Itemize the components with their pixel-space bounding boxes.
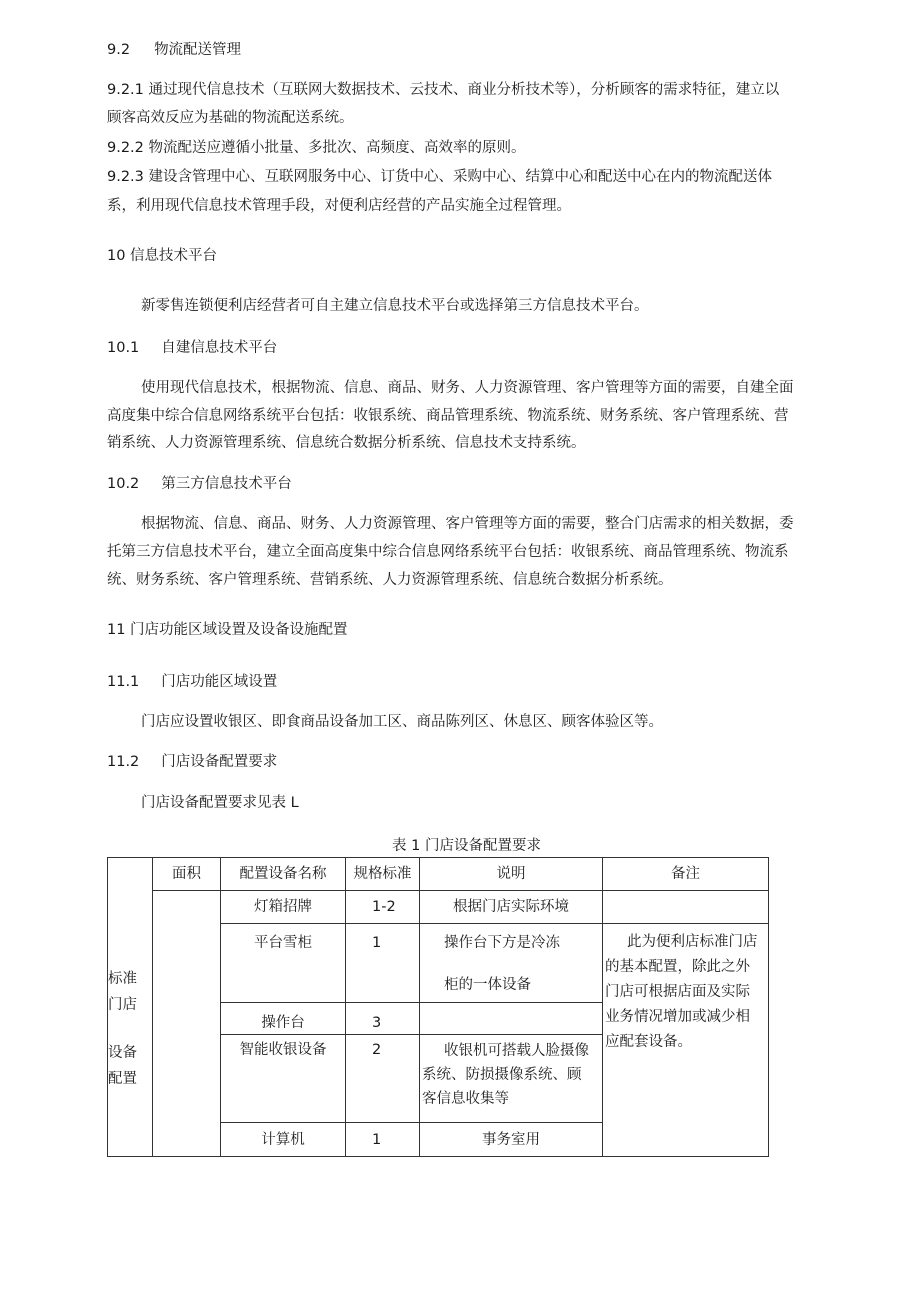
remark-line: 门店可根据店面及实际 [605, 984, 750, 1000]
device-cell: 计算机 [221, 1123, 346, 1157]
spec-cell: 3 [346, 1003, 420, 1035]
section-title: 第三方信息技术平台 [161, 476, 292, 492]
desc-cell: 事务室用 [420, 1123, 603, 1157]
header-area: 面积 [153, 858, 221, 891]
heading-10: 10 信息技术平台 [107, 248, 218, 264]
remark-line: 业务情况增加或减少相 [605, 1009, 750, 1025]
para-10-1-line1: 使用现代信息技术，根据物流、信息、商品、财务、人力资源管理、客户管理等方面的需要，自建全面 [141, 380, 794, 396]
section-number: 9.2 [107, 42, 131, 58]
para-10-1-line2: 高度集中综合信息网络系统平台包括：收银系统、商品管理系统、物流系统、财务系统、客户管理系统、营 [107, 408, 789, 424]
desc-cell [420, 1035, 603, 1123]
table-header-row [108, 858, 769, 891]
device-cell: 平台雪柜 [221, 924, 346, 1003]
row-label-4: 配置 [108, 1071, 137, 1087]
para-9-2-1-line1: 9.2.1 通过现代信息技术（互联网大数据技术、云技术、商业分析技术等），分析顾客的需求特征，建立以 [107, 82, 780, 98]
header-remark: 备注 [603, 858, 769, 891]
section-title: 自建信息技术平台 [161, 340, 278, 356]
spec-cell: 1 [346, 924, 420, 1003]
desc-line: 操作台下方是冷冻 [444, 935, 560, 951]
row-label-cell [108, 858, 153, 1157]
heading-11-1 [107, 672, 277, 692]
spec-cell: 2 [346, 1035, 420, 1123]
equipment-table [107, 857, 769, 1157]
desc-cell [420, 924, 603, 1003]
desc-line: 系统、防损摄像系统、顾 [422, 1067, 582, 1083]
remark-line: 的基本配置，除此之外 [605, 959, 750, 975]
remark-cell [603, 924, 769, 1157]
row-label-2: 门店 [108, 997, 137, 1013]
header-device: 配置设备名称 [221, 858, 346, 891]
para-11-2: 门店设备配置要求见表 L [141, 795, 299, 811]
section-title: 门店功能区域设置 [161, 674, 278, 690]
table-row [108, 891, 769, 924]
section-title: 门店设备配置要求 [161, 754, 278, 770]
section-number: 10.2 [107, 476, 140, 492]
para-10-2-line2: 托第三方信息技术平台，建立全面高度集中综合信息网络系统平台包括：收银系统、商品管理系统、物流系 [107, 544, 789, 560]
heading-9-2 [107, 40, 241, 60]
section-title: 物流配送管理 [154, 42, 242, 58]
spec-cell: 1 [346, 1123, 420, 1157]
row-label-1: 标准 [108, 971, 137, 987]
desc-line: 收银机可搭载人脸摄像 [444, 1043, 589, 1059]
remark-line: 应配套设备。 [605, 1034, 692, 1050]
row-label-3: 设备 [108, 1045, 137, 1061]
remark-line: 此为便利店标准门店 [627, 934, 758, 950]
table-caption: 表 1 门店设备配置要求 [392, 838, 541, 854]
desc-cell: 根据门店实际环境 [420, 891, 603, 924]
device-cell: 智能收银设备 [221, 1035, 346, 1123]
header-desc: 说明 [420, 858, 603, 891]
device-cell: 灯箱招牌 [221, 891, 346, 924]
section-number: 11.1 [107, 674, 140, 690]
para-10-2-line1: 根据物流、信息、商品、财务、人力资源管理、客户管理等方面的需要，整合门店需求的相关数据，委 [141, 516, 794, 532]
heading-11-2 [107, 752, 277, 772]
para-11-1: 门店应设置收银区、即食商品设备加工区、商品陈列区、休息区、顾客体验区等。 [141, 714, 663, 730]
desc-cell [420, 1003, 603, 1035]
desc-line: 客信息收集等 [422, 1091, 509, 1107]
para-9-2-2: 9.2.2 物流配送应遵循小批量、多批次、高频度、高效率的原则。 [107, 140, 526, 156]
para-9-2-1-line2: 顾客高效反应为基础的物流配送系统。 [107, 110, 354, 126]
para-10-2-line3: 统、财务系统、客户管理系统、营销系统、人力资源管理系统、信息统合数据分析系统。 [107, 572, 673, 588]
device-cell: 操作台 [221, 1003, 346, 1035]
para-10-1-line3: 销系统、人力资源管理系统、信息统合数据分析系统、信息技术支持系统。 [107, 435, 586, 451]
desc-line: 柜的一体设备 [444, 977, 531, 993]
spec-cell: 1-2 [346, 891, 420, 924]
heading-10-2 [107, 474, 292, 494]
area-cell [153, 891, 221, 1157]
para-10-intro: 新零售连锁便利店经营者可自主建立信息技术平台或选择第三方信息技术平台。 [141, 298, 649, 314]
heading-10-1 [107, 338, 277, 358]
section-number: 10.1 [107, 340, 140, 356]
remark-top-cell [603, 891, 769, 924]
header-spec: 规格标准 [346, 858, 420, 891]
para-9-2-3-line2: 系，利用现代信息技术管理手段，对便利店经营的产品实施全过程管理。 [107, 198, 571, 214]
heading-11: 11 门店功能区域设置及设备设施配置 [107, 622, 348, 638]
section-number: 11.2 [107, 754, 140, 770]
para-9-2-3-line1: 9.2.3 建设含管理中心、互联网服务中心、订货中心、采购中心、结算中心和配送中心在内的物流配送体 [107, 169, 772, 185]
